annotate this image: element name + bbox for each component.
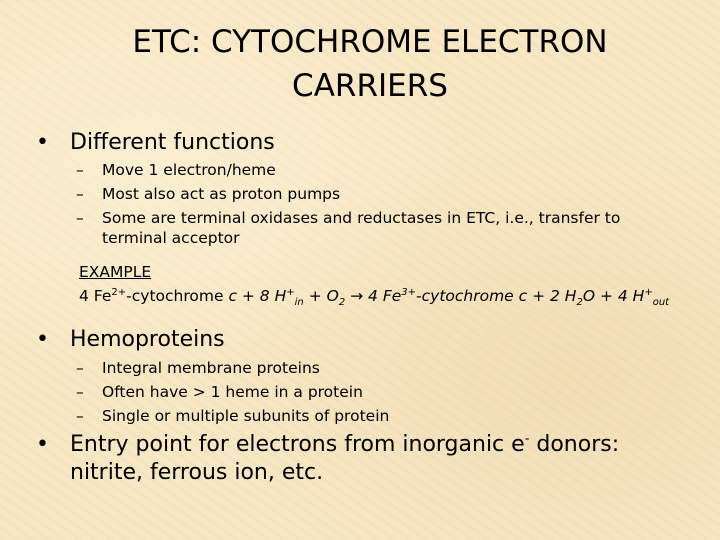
title-line-1: ETC: CYTOCHROME ELECTRON [132,24,608,60]
bullet-heading: Different functions [70,130,275,155]
sub-bullet-text: terminal acceptor [102,229,240,247]
bullet-icon: • [36,130,49,155]
example-label: EXAMPLE [79,263,152,281]
bullet-icon: • [36,327,49,352]
sub-bullet-text: Move 1 electron/heme [102,161,276,179]
dash-icon: – [76,383,84,401]
sub-bullet-text: Often have > 1 heme in a protein [102,383,363,401]
bullet-heading: Hemoproteins [70,327,225,352]
bullet-icon: • [36,432,49,457]
dash-icon: – [76,161,84,179]
dash-icon: – [76,209,84,227]
dash-icon: – [76,185,84,203]
title-line-2: CARRIERS [292,68,448,104]
slide-title [80,20,660,108]
bullet-heading: Entry point for electrons from inorganic e- donors: [70,431,620,457]
bullet-heading-continuation: nitrite, ferrous ion, etc. [70,460,324,485]
dash-icon: – [76,359,84,377]
example-equation: 4 $Fe^{2+}$-cytochrome c + 8 $H^+_{in} + O_2 \to 4$ $Fe^{3+}$-cytochrome c + 2 $H_2O + 4$ $H^+_{out}$ [79,286,670,309]
sub-bullet-text: Single or multiple subunits of protein [102,407,390,425]
sub-bullet-text: Integral membrane proteins [102,359,320,377]
sub-bullet-text: Some are terminal oxidases and reductases in ETC, i.e., transfer to [102,209,621,227]
sub-bullet-text: Most also act as proton pumps [102,185,341,203]
dash-icon: – [76,407,84,425]
